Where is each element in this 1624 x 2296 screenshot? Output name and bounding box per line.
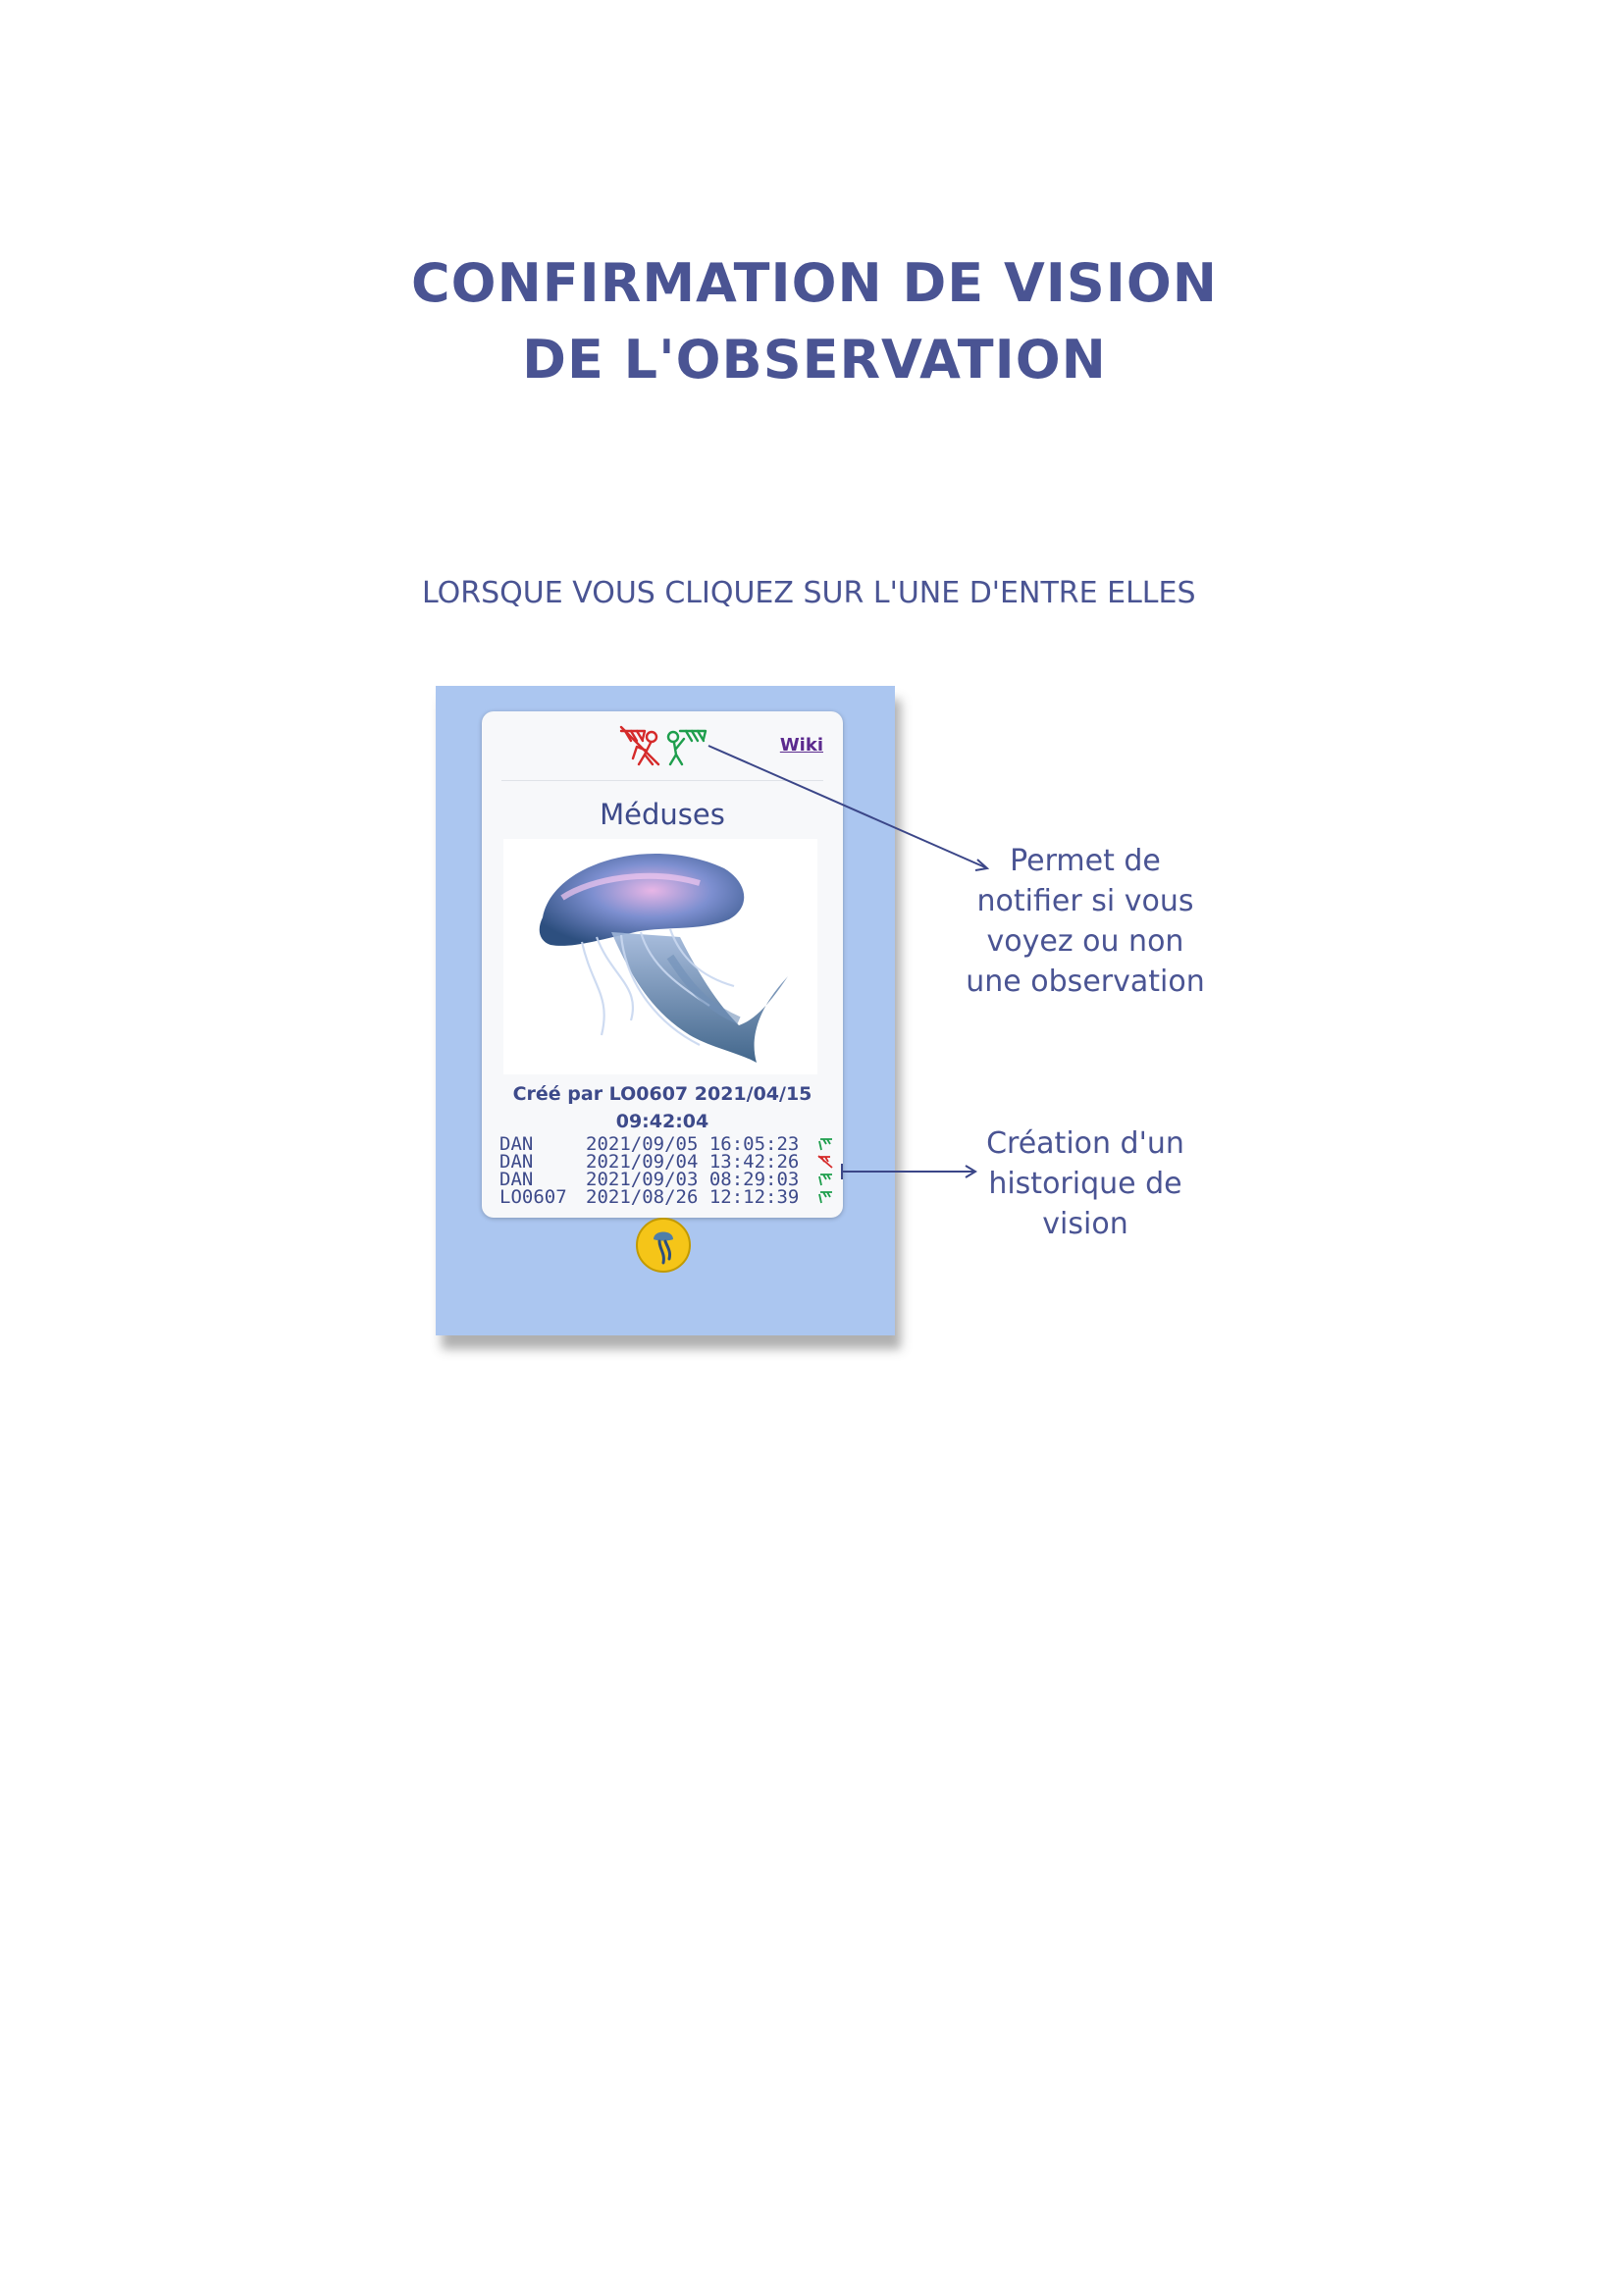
history-user: DAN (499, 1151, 534, 1173)
created-by: Créé par LO0607 2021/04/15 (512, 1083, 812, 1105)
wiki-link[interactable]: Wiki (779, 735, 823, 756)
history-date: 2021/09/05 16:05:23 (586, 1133, 800, 1155)
vision-note-line: voyez ou non (986, 924, 1184, 959)
history-note-line: historique de (988, 1167, 1182, 1201)
title-line-1: CONFIRMATION DE VISION (411, 252, 1218, 314)
history-date: 2021/09/04 13:42:26 (586, 1151, 800, 1173)
history-note-line: Création d'un (986, 1126, 1184, 1161)
history-date: 2021/08/26 12:12:39 (586, 1186, 800, 1208)
vision-note (948, 841, 1223, 1002)
vision-arrow (708, 746, 985, 867)
history-note (958, 1123, 1213, 1244)
history-user: LO0607 (499, 1186, 567, 1208)
vision-note-line: Permet de (1010, 844, 1161, 878)
vision-note-line: une observation (966, 965, 1205, 999)
history-date: 2021/09/03 08:29:03 (586, 1169, 800, 1190)
vision-note-line: notifier si vous (976, 884, 1194, 918)
species-name: Méduses (600, 798, 725, 831)
section-subtitle: LORSQUE VOUS CLIQUEZ SUR L'UNE D'ENTRE ELLES (422, 576, 1196, 610)
history-user: DAN (499, 1169, 534, 1190)
history-user: DAN (499, 1133, 534, 1155)
title-line-2: DE L'OBSERVATION (522, 329, 1107, 391)
created-time: 09:42:04 (615, 1111, 709, 1132)
history-note-line: vision (1042, 1207, 1128, 1241)
